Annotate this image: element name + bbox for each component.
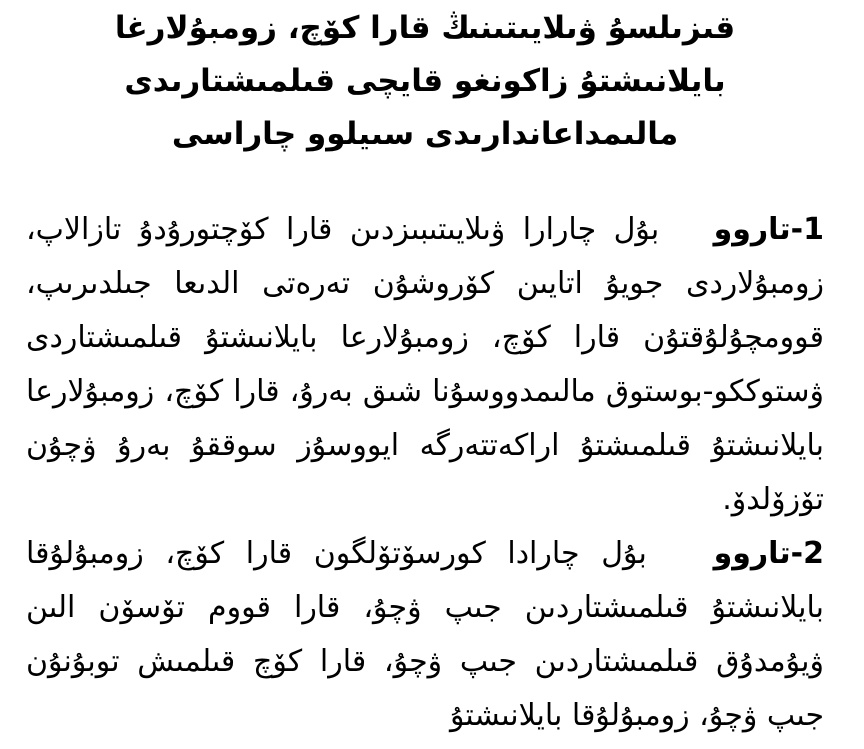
document-title [26, 2, 824, 161]
title-line-1: قىزىلسۇ ۋىلايىتىنىڭ قارا كۆچ، زومبۇلارغا [114, 10, 736, 46]
article-2-text: بۇل چارادا كورسۆتۆلگون قارا كۆچ، زومبۇلۇقا بايلانىشتۇ قىلمىشتاردىن جىپ ۋچۇ، قارا قووم تۆسۆن الىن ۋيۇمدۇق قىلمىشتاردىن جىپ ۋچۇ، قارا كۆچ قىلمىش توبۇنۇن جىپ ۋچۇ، زومبۇلۇقا بايلانىشتۇ [26, 536, 824, 733]
paragraph-article-2 [26, 527, 824, 743]
title-line-2: بايلانىشتۇ زاكونغو قايچى قىلمىشتارىدى [124, 63, 726, 99]
paragraph-article-1 [26, 203, 824, 527]
article-2-label: 2-تاروو [668, 536, 824, 571]
article-1-label: 1-تاروو [676, 212, 824, 247]
title-spacer [26, 161, 824, 203]
title-line-3: مالىمداعاندارىدى سىيلوو چاراسى [171, 116, 679, 152]
article-1-text: بۇل چارارا ۋىلايىتىبىزدىن قارا كۆچتورۇدۇ تازالاپ، زومبۇلاردى جويۇ اتايىن كۆروشۇن تەرەتى الدىعا جىلدىرىپ، قوومچۇلۇقتۇن قارا كۆچ، زومبۇلارعا بايلانىشتۇ قىلمىشتاردى ۋستوككو-بوستوق مالىمدووسۇنا شىق بەرۇ، قارا كۆچ، زومبۇلارعا بايلانىشتۇ قىلمىشتۇ اراكەتتەرگە ايووسۇز سوققۇ بەرۇ ۋچۇن تۆزۆلدۆ. [26, 212, 824, 517]
